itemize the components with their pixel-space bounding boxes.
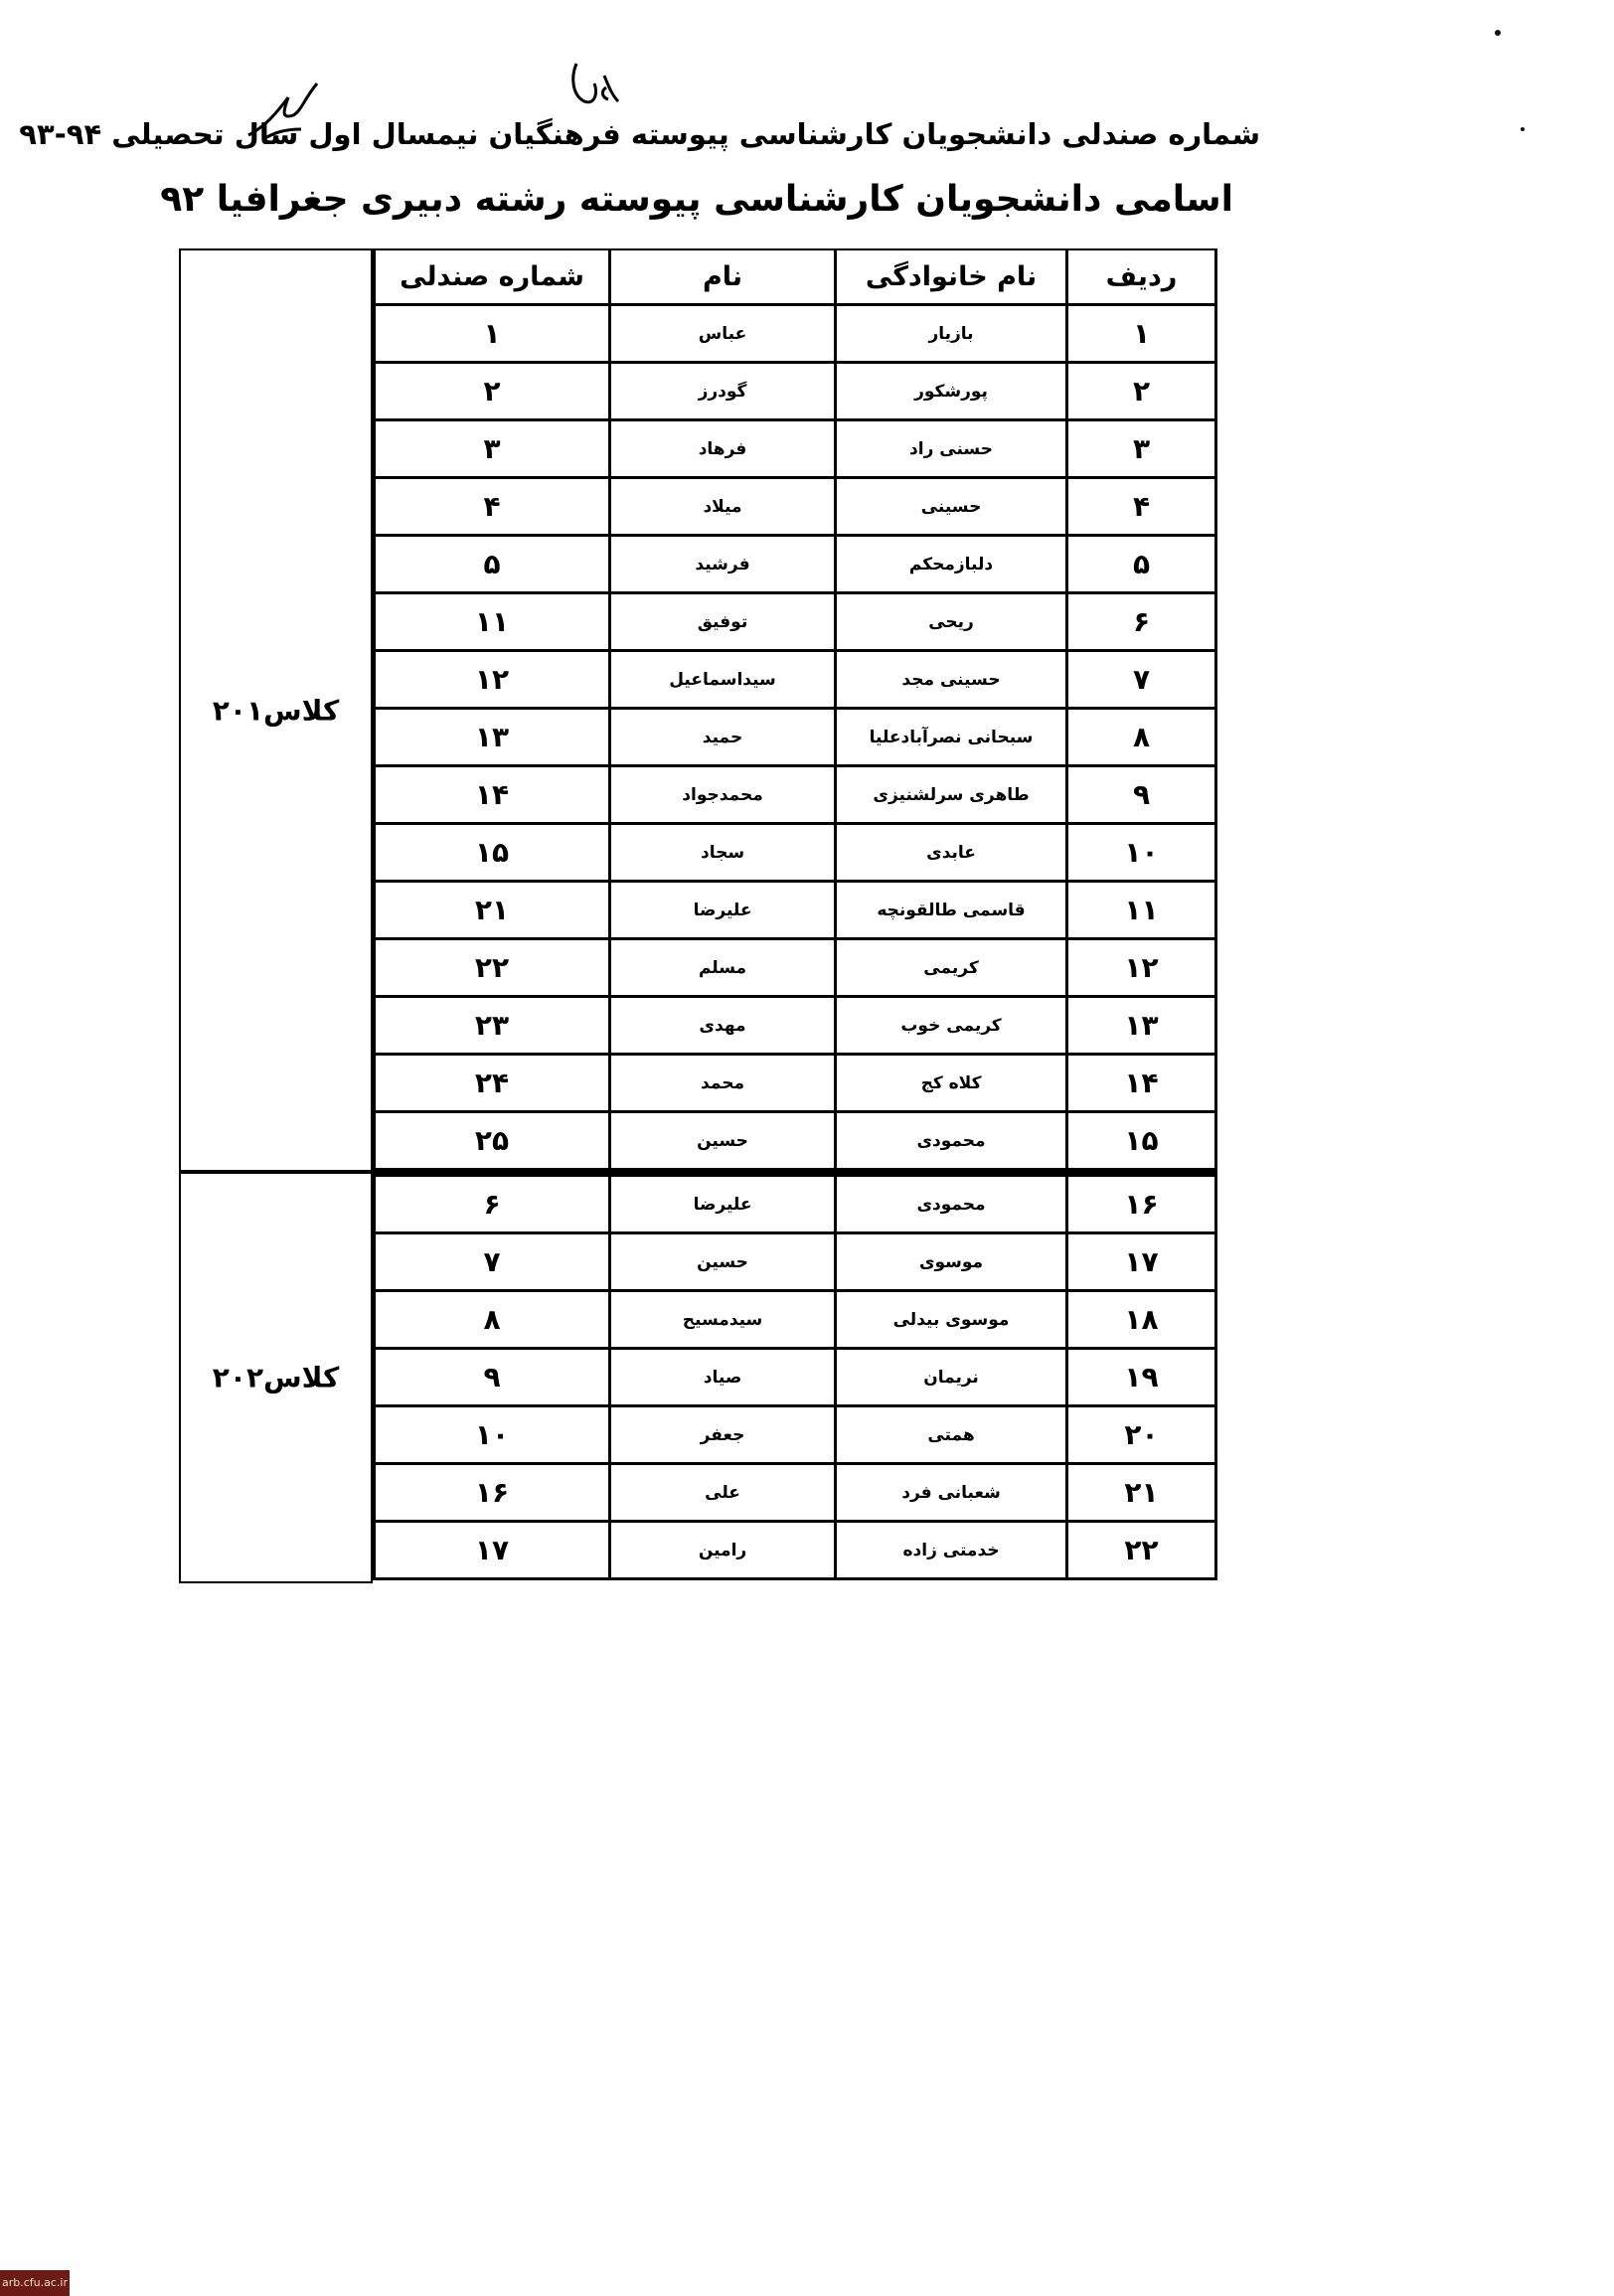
cell-first-name: حسین bbox=[608, 1113, 834, 1168]
cell-family-name: محمودی bbox=[834, 1113, 1065, 1168]
cell-radif: ۱۷ bbox=[1065, 1234, 1217, 1289]
table-row bbox=[373, 594, 1217, 652]
cell-family-name: دلبازمحکم bbox=[834, 537, 1065, 591]
cell-first-name: جعفر bbox=[608, 1407, 834, 1462]
cell-radif: ۲ bbox=[1065, 364, 1217, 418]
cell-family-name: سبحانی نصرآبادعلیا bbox=[834, 710, 1065, 764]
scan-speck bbox=[1495, 30, 1501, 36]
cell-radif: ۱۵ bbox=[1065, 1113, 1217, 1168]
cell-radif: ۴ bbox=[1065, 479, 1217, 534]
table-row bbox=[373, 479, 1217, 537]
cell-radif: ۱۰ bbox=[1065, 825, 1217, 880]
class-panel-201 bbox=[179, 248, 373, 1172]
cell-family-name: حسنی راد bbox=[834, 421, 1065, 476]
cell-first-name: علیرضا bbox=[608, 883, 834, 937]
cell-seat-number: ۱۶ bbox=[373, 1465, 608, 1520]
cell-first-name: رامین bbox=[608, 1523, 834, 1577]
cell-first-name: علی bbox=[608, 1465, 834, 1520]
cell-family-name: موسوی bbox=[834, 1234, 1065, 1289]
table-row bbox=[373, 710, 1217, 767]
cell-first-name: عباس bbox=[608, 306, 834, 361]
table-row bbox=[373, 825, 1217, 883]
cell-seat-number: ۱۷ bbox=[373, 1523, 608, 1577]
cell-radif: ۲۰ bbox=[1065, 1407, 1217, 1462]
table-row bbox=[373, 652, 1217, 710]
seat-roster-table bbox=[179, 248, 1217, 1583]
site-tag: arb.cfu.ac.ir bbox=[0, 2270, 70, 2296]
cell-first-name: سیداسماعیل bbox=[608, 652, 834, 707]
cell-radif: ۱۹ bbox=[1065, 1350, 1217, 1404]
cell-seat-number: ۲ bbox=[373, 364, 608, 418]
cell-seat-number: ۷ bbox=[373, 1234, 608, 1289]
cell-radif: ۲۱ bbox=[1065, 1465, 1217, 1520]
cell-seat-number: ۱۲ bbox=[373, 652, 608, 707]
cell-family-name: حسینی bbox=[834, 479, 1065, 534]
scan-speck bbox=[1521, 127, 1525, 131]
cell-radif: ۳ bbox=[1065, 421, 1217, 476]
cell-family-name: پورشکور bbox=[834, 364, 1065, 418]
cell-radif: ۱ bbox=[1065, 306, 1217, 361]
cell-radif: ۱۳ bbox=[1065, 998, 1217, 1053]
cell-first-name: محمد bbox=[608, 1056, 834, 1110]
column-header-family: نام خانوادگی bbox=[834, 250, 1065, 303]
class-201-rows bbox=[373, 306, 1217, 1171]
cell-family-name: حسینی مجد bbox=[834, 652, 1065, 707]
handwritten-mark-icon bbox=[565, 58, 624, 119]
table-row bbox=[373, 1234, 1217, 1292]
cell-family-name: محمودی bbox=[834, 1177, 1065, 1231]
cell-first-name: حسین bbox=[608, 1234, 834, 1289]
cell-first-name: توفیق bbox=[608, 594, 834, 649]
table-row bbox=[373, 421, 1217, 479]
cell-first-name: سجاد bbox=[608, 825, 834, 880]
cell-family-name: طاهری سرلشنیزی bbox=[834, 767, 1065, 822]
cell-radif: ۲۲ bbox=[1065, 1523, 1217, 1577]
cell-seat-number: ۱۵ bbox=[373, 825, 608, 880]
cell-seat-number: ۲۵ bbox=[373, 1113, 608, 1168]
cell-seat-number: ۲۴ bbox=[373, 1056, 608, 1110]
cell-seat-number: ۲۲ bbox=[373, 940, 608, 995]
table-header-row bbox=[373, 248, 1217, 306]
cell-seat-number: ۴ bbox=[373, 479, 608, 534]
cell-seat-number: ۱۳ bbox=[373, 710, 608, 764]
cell-radif: ۷ bbox=[1065, 652, 1217, 707]
cell-radif: ۶ bbox=[1065, 594, 1217, 649]
cell-first-name: صیاد bbox=[608, 1350, 834, 1404]
cell-seat-number: ۲۳ bbox=[373, 998, 608, 1053]
cell-family-name: شعبانی فرد bbox=[834, 1465, 1065, 1520]
cell-family-name: ریحی bbox=[834, 594, 1065, 649]
cell-seat-number: ۱ bbox=[373, 306, 608, 361]
cell-first-name: میلاد bbox=[608, 479, 834, 534]
cell-radif: ۱۴ bbox=[1065, 1056, 1217, 1110]
column-header-radif: ردیف bbox=[1065, 250, 1217, 303]
cell-seat-number: ۱۰ bbox=[373, 1407, 608, 1462]
cell-seat-number: ۵ bbox=[373, 537, 608, 591]
cell-first-name: حمید bbox=[608, 710, 834, 764]
cell-family-name: کلاه کج bbox=[834, 1056, 1065, 1110]
cell-first-name: فرشید bbox=[608, 537, 834, 591]
cell-first-name: محمدجواد bbox=[608, 767, 834, 822]
table-row bbox=[373, 364, 1217, 421]
cell-family-name: بازیار bbox=[834, 306, 1065, 361]
table-row bbox=[373, 1056, 1217, 1113]
table-row bbox=[373, 998, 1217, 1056]
cell-family-name: همتی bbox=[834, 1407, 1065, 1462]
cell-seat-number: ۹ bbox=[373, 1350, 608, 1404]
cell-first-name: فرهاد bbox=[608, 421, 834, 476]
cell-family-name: قاسمی طالقونچه bbox=[834, 883, 1065, 937]
header-subtitle: اسامی دانشجویان کارشناسی پیوسته رشته دبیری جغرافیا ۹۲ bbox=[160, 179, 1233, 220]
table-row bbox=[373, 1523, 1217, 1580]
cell-radif: ۱۲ bbox=[1065, 940, 1217, 995]
table-row bbox=[373, 940, 1217, 998]
cell-radif: ۵ bbox=[1065, 537, 1217, 591]
class-label: کلاس۲۰۲ bbox=[212, 1361, 340, 1394]
table-row bbox=[373, 767, 1217, 825]
cell-seat-number: ۸ bbox=[373, 1292, 608, 1347]
table-row bbox=[373, 537, 1217, 594]
roster-grid bbox=[373, 248, 1217, 1580]
cell-seat-number: ۱۴ bbox=[373, 767, 608, 822]
cell-first-name: گودرز bbox=[608, 364, 834, 418]
table-row bbox=[373, 1113, 1217, 1171]
cell-seat-number: ۲۱ bbox=[373, 883, 608, 937]
cell-radif: ۹ bbox=[1065, 767, 1217, 822]
cell-first-name: مهدی bbox=[608, 998, 834, 1053]
cell-radif: ۱۶ bbox=[1065, 1177, 1217, 1231]
cell-family-name: نریمان bbox=[834, 1350, 1065, 1404]
table-row bbox=[373, 306, 1217, 364]
table-row bbox=[373, 1350, 1217, 1407]
class-label: کلاس۲۰۱ bbox=[212, 694, 340, 727]
table-row bbox=[373, 1177, 1217, 1234]
cell-first-name: سیدمسیح bbox=[608, 1292, 834, 1347]
header-title: شماره صندلی دانشجویان کارشناسی پیوسته فرهنگیان نیمسال اول سال تحصیلی ۹۴-۹۳ bbox=[19, 117, 1260, 151]
cell-family-name: کریمی bbox=[834, 940, 1065, 995]
cell-family-name: کریمی خوب bbox=[834, 998, 1065, 1053]
cell-first-name: علیرضا bbox=[608, 1177, 834, 1231]
class-202-rows bbox=[373, 1177, 1217, 1580]
table-row bbox=[373, 883, 1217, 940]
column-header-seat: شماره صندلی bbox=[373, 250, 608, 303]
cell-seat-number: ۳ bbox=[373, 421, 608, 476]
table-row bbox=[373, 1407, 1217, 1465]
column-header-name: نام bbox=[608, 250, 834, 303]
cell-seat-number: ۱۱ bbox=[373, 594, 608, 649]
cell-family-name: عابدی bbox=[834, 825, 1065, 880]
cell-family-name: موسوی بیدلی bbox=[834, 1292, 1065, 1347]
cell-radif: ۱۸ bbox=[1065, 1292, 1217, 1347]
cell-seat-number: ۶ bbox=[373, 1177, 608, 1231]
cell-family-name: خدمتی زاده bbox=[834, 1523, 1065, 1577]
cell-radif: ۱۱ bbox=[1065, 883, 1217, 937]
table-row bbox=[373, 1292, 1217, 1350]
table-row bbox=[373, 1465, 1217, 1523]
cell-first-name: مسلم bbox=[608, 940, 834, 995]
cell-radif: ۸ bbox=[1065, 710, 1217, 764]
class-panel-202 bbox=[179, 1172, 373, 1583]
